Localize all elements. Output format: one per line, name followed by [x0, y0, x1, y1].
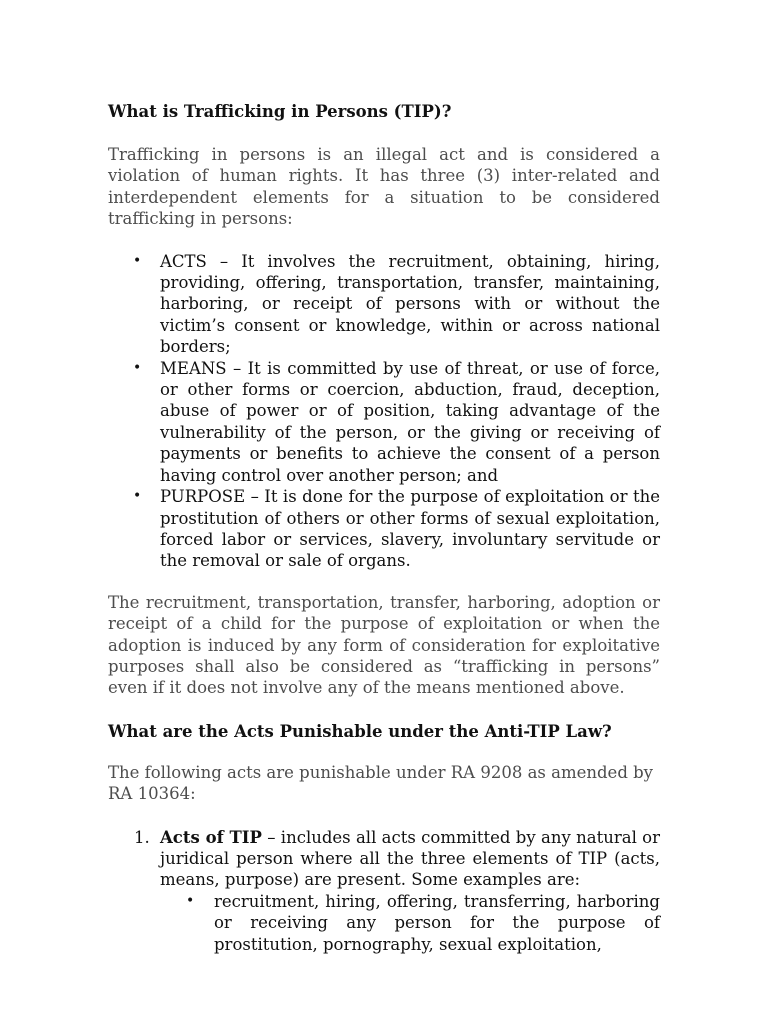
- list-item-text: MEANS – It is committed by use of threat, or use of force, or other forms or coercion, abduction, fraud, deception, abuse of power or of position, taking advantage of the vulnerability of the person, or the giving or receiving of payments or benefits to achieve the consent of a person having control over another person; and: [160, 358, 660, 485]
- tip-elements-list: [108, 251, 660, 572]
- tip-intro-paragraph: Trafficking in persons is an illegal act and is considered a violation of human rights. It has three (3) inter-related and interdependent elements for a situation to be considered trafficking in persons:: [108, 145, 660, 229]
- bullet-icon: •: [133, 488, 142, 505]
- item-text: – includes all acts committed by any natural or juridical person where all the three elements of TIP (acts, means, purpose) are present. Some examples are:: [160, 827, 660, 890]
- list-item-purpose: [108, 486, 660, 572]
- bullet-icon: •: [133, 252, 142, 269]
- sub-list-item: [160, 891, 660, 955]
- list-item-text: PURPOSE – It is done for the purpose of exploitation or the prostitution of others or other forms of sexual exploitation, forced labor or services, slavery, involuntary servitude or the removal or sale of organs.: [160, 487, 660, 571]
- section-heading-acts-punishable: What are the Acts Punishable under the Anti-TIP Law?: [108, 721, 612, 741]
- acts-punishable-intro: The following acts are punishable under RA 9208 as amended by RA 10364:: [108, 762, 654, 804]
- section-heading-tip: What is Trafficking in Persons (TIP)?: [108, 102, 452, 121]
- document-page: [108, 100, 660, 955]
- acts-punishable-list: [108, 827, 660, 955]
- item-title: Acts of TIP: [160, 827, 262, 847]
- sub-list-item-text: recruitment, hiring, offering, transferring, harboring or receiving any person for the purpose of prostitution, pornography, sexual exploitation,: [214, 891, 660, 954]
- list-number: 1.: [134, 827, 150, 847]
- list-item-acts-of-tip: [108, 827, 660, 955]
- bullet-icon: •: [133, 359, 142, 376]
- list-item-text: ACTS – It involves the recruitment, obtaining, hiring, providing, offering, transportation, transfer, maintaining, harboring, or receipt of persons with or without the victim’s consent or knowledge, within or across national borders;: [160, 251, 660, 357]
- examples-sublist: [160, 891, 660, 955]
- list-item-acts: [108, 251, 660, 358]
- list-item-means: [108, 358, 660, 486]
- child-trafficking-paragraph: The recruitment, transportation, transfer, harboring, adoption or receipt of a child for the purpose of exploitation or when the adoption is induced by any form of consideration for exploitative purposes shall also be considered as “trafficking in persons” even if it does not involve any of the means mentioned above.: [108, 592, 660, 698]
- bullet-icon: •: [186, 892, 195, 909]
